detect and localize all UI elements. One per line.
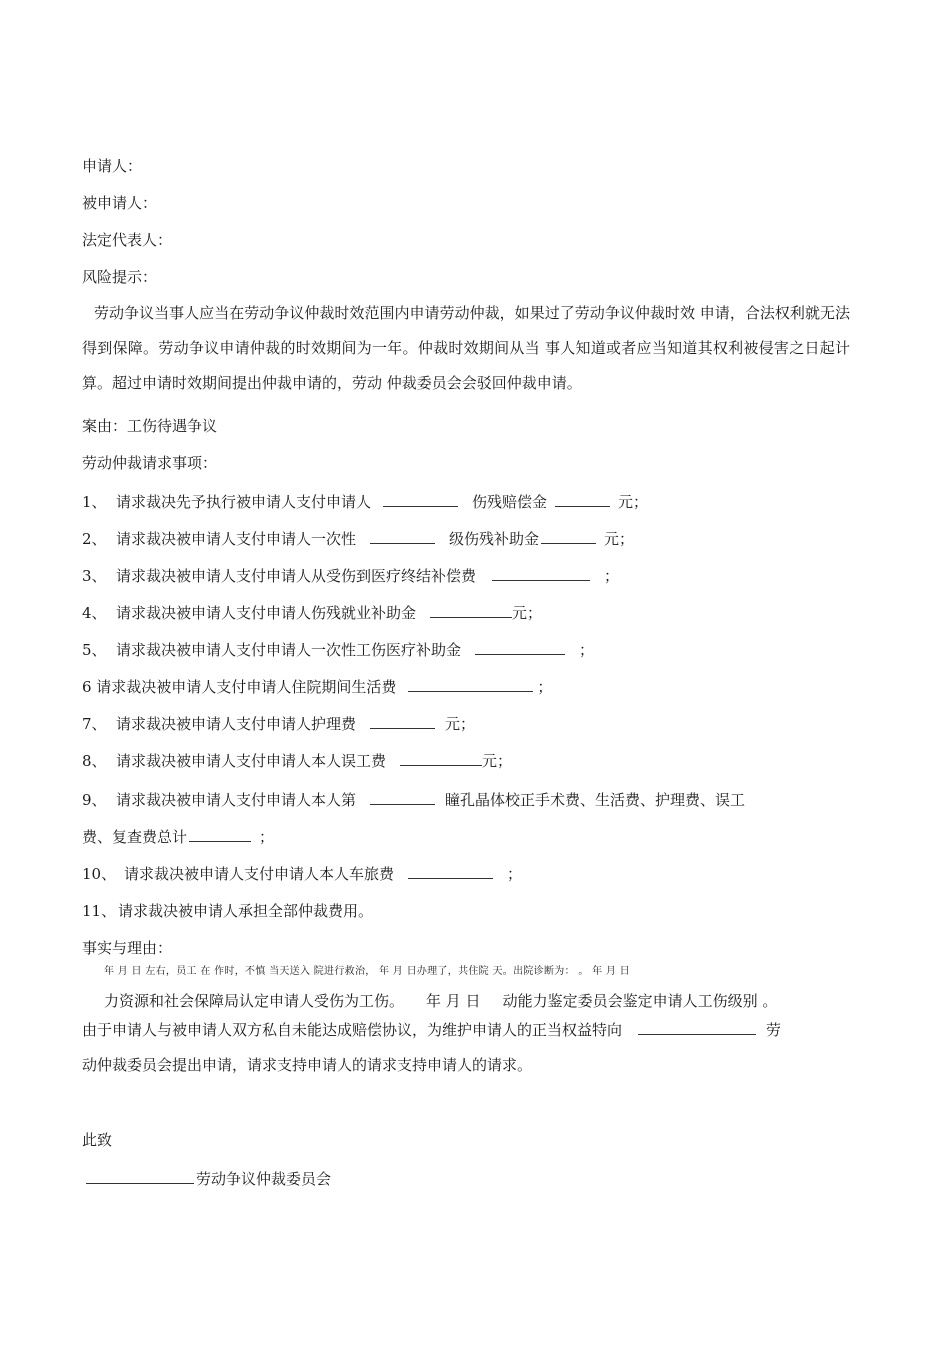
facts-template-line: 年 月 日 左右，员工 在 作时，不慎 当天送入 院进行救治， 年 月 日办理了，共住院 天。出院诊断为： 。 年 月 日 (104, 966, 630, 977)
claim-9 (82, 790, 745, 809)
claim-text: 费、复查费总计 (82, 828, 188, 846)
risk-text: 劳动争议当事人应当在劳动争议仲裁时效范围内申请劳动仲裁，如果过了劳动争议仲裁时效 申请，合法权利就无法得到保障。劳动争议申请仲裁的时效期间为一年。仲裁时效期间从当 事人知道或者应当知道其权利被侵害之日起计算。超过申请时效期间提出仲裁申请的，劳动 仲裁委员会会驳回仲裁申请。 (82, 304, 850, 392)
legal-rep-label: 法定代表人： (82, 231, 173, 249)
claim-number: 3、 (82, 567, 107, 585)
claim-1 (82, 492, 648, 511)
claim-number: 11、 (82, 902, 117, 920)
committee-name: 劳动争议仲裁委员会 (196, 1170, 332, 1188)
claim-number: 1、 (82, 493, 107, 511)
claim-10 (82, 864, 522, 883)
facts-date: 年 月 日 (426, 992, 481, 1010)
facts-line-3: 动仲裁委员会提出申请，请求支持申请人的请求支持申请人的请求。 (82, 1056, 533, 1074)
facts-text: 劳 (766, 1021, 782, 1039)
claim-text: ； (604, 567, 620, 585)
claim-text: ； (507, 865, 523, 883)
blank-field[interactable] (370, 529, 435, 544)
claim-text: 请求裁决被申请人支付申请人护理费 (116, 715, 357, 733)
blank-field[interactable] (430, 603, 512, 618)
blank-field[interactable] (408, 864, 493, 879)
blank-field[interactable] (475, 640, 565, 655)
facts-text: 力资源和社会保障局认定申请人受伤为工伤。 (104, 992, 405, 1010)
claim-text: 级伤残补助金 (449, 530, 540, 548)
claim-number: 7、 (82, 715, 107, 733)
claim-text: 元； (445, 715, 476, 733)
salutation: 此致 (82, 1131, 113, 1149)
facts-line-2 (82, 1020, 781, 1039)
claim-text: 元； (618, 493, 649, 511)
claim-text: 伤残赔偿金 (472, 493, 548, 511)
blank-field[interactable] (408, 677, 533, 692)
claim-text: 请求裁决被申请人支付申请人本人误工费 (116, 752, 387, 770)
applicant-label: 申请人： (82, 157, 143, 175)
blank-field[interactable] (370, 714, 435, 729)
claim-9-cont (82, 827, 274, 846)
claim-text: 请求裁决先予执行被申请人支付申请人 (116, 493, 372, 511)
blank-field[interactable] (492, 566, 590, 581)
facts-text: 动能力鉴定委员会鉴定申请人工伤级别 。 (502, 992, 778, 1010)
claim-text: 元； (512, 604, 543, 622)
blank-field[interactable] (189, 827, 251, 842)
claim-number: 8、 (82, 752, 107, 770)
claim-number: 4、 (82, 604, 107, 622)
claim-text: 瞳孔晶体校正手术费、生活费、护理费、误工 (445, 791, 746, 809)
risk-title: 风险提示： (82, 268, 158, 286)
claim-text: 请求裁决被申请人支付申请人一次性工伤医疗补助金 (116, 641, 462, 659)
claim-number: 9、 (82, 791, 107, 809)
blank-field[interactable] (400, 751, 482, 766)
claim-7 (82, 714, 475, 733)
claim-6 (82, 677, 552, 696)
cause-line: 案由：工伤待遇争议 (82, 417, 218, 435)
claim-text: ； (579, 641, 595, 659)
claim-text: 请求裁决被申请人支付申请人本人车旅费 (124, 865, 395, 883)
claim-text: 请求裁决被申请人支付申请人一次性 (116, 530, 357, 548)
facts-text: 由于申请人与被申请人双方私自未能达成赔偿协议，为维护申请人的正当权益特向 (82, 1021, 623, 1039)
claim-text: 请求裁决被申请人支付申请人从受伤到医疗终结补偿费 (116, 567, 477, 585)
claim-text: ； (259, 828, 275, 846)
claim-text: 请求裁决被申请人承担全部仲裁费用。 (118, 902, 374, 920)
blank-field[interactable] (370, 790, 435, 805)
committee-line (86, 1169, 331, 1188)
claim-11 (82, 902, 373, 920)
claim-text: 6 请求裁决被申请人支付申请人住院期间生活费 (82, 678, 397, 696)
claim-number: 2、 (82, 530, 107, 548)
claim-5 (82, 640, 594, 659)
blank-field[interactable] (638, 1020, 756, 1035)
claim-4 (82, 603, 542, 622)
claim-number: 10、 (82, 865, 117, 883)
claim-8 (82, 751, 512, 770)
claim-text: 请求裁决被申请人支付申请人本人第 (116, 791, 357, 809)
claim-number: 5、 (82, 641, 107, 659)
claim-2 (82, 529, 634, 548)
claim-3 (82, 566, 619, 585)
claims-title: 劳动仲裁请求事项： (82, 454, 218, 472)
claim-text: 请求裁决被申请人支付申请人伤残就业补助金 (116, 604, 417, 622)
blank-field[interactable] (555, 492, 610, 507)
respondent-label: 被申请人： (82, 194, 158, 212)
claim-text: 元； (482, 752, 513, 770)
blank-field[interactable] (541, 529, 596, 544)
claim-text: ； (537, 678, 553, 696)
blank-field[interactable] (86, 1169, 194, 1184)
blank-field[interactable] (383, 492, 458, 507)
facts-title: 事实与理由： (82, 939, 173, 957)
facts-line-1 (104, 992, 777, 1010)
claim-text: 元； (604, 530, 635, 548)
